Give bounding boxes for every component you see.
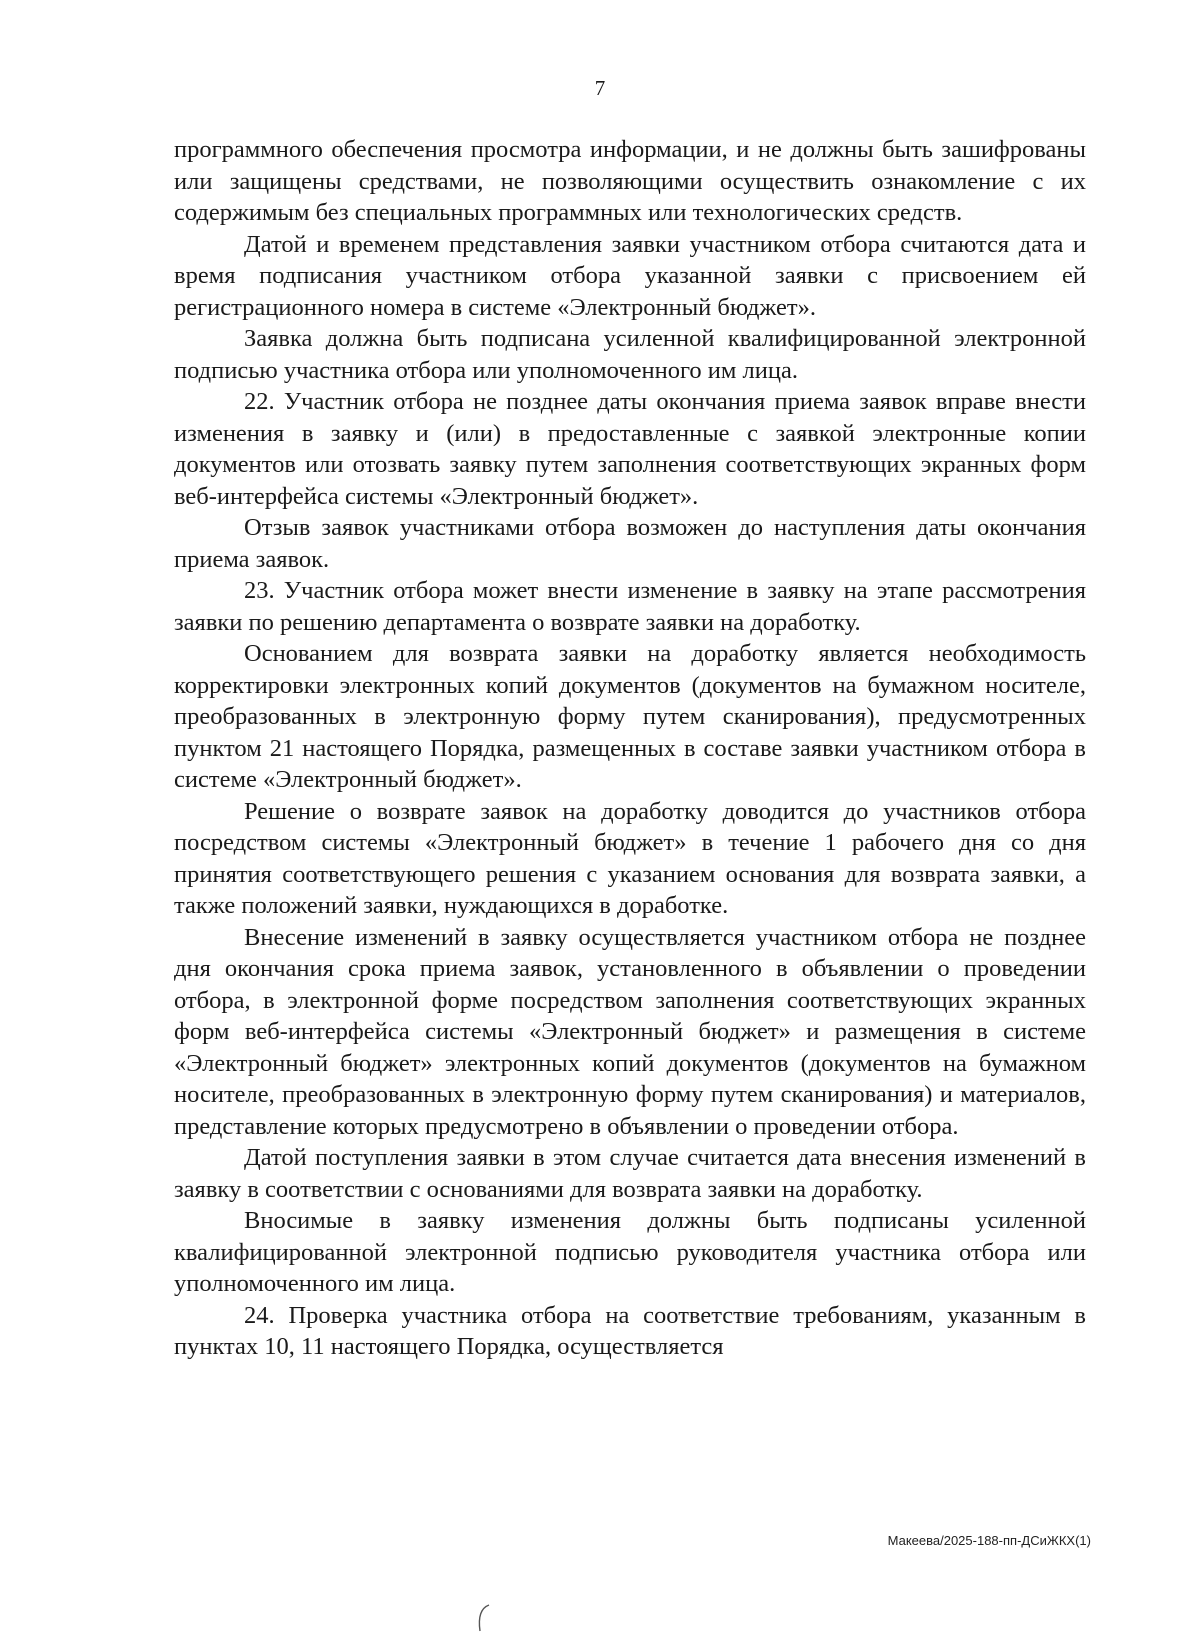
page-number: 7 [594, 76, 606, 100]
paragraph: Заявка должна быть подписана усиленной квалифицированной электронной подписью участника отбора или уполномоченного им лица. [174, 325, 1086, 384]
document-code: Макеева/2025-188-пп-ДСиЖКХ(1) [887, 1533, 1091, 1548]
paragraph-continuation: программного обеспечения просмотра информации, и не должны быть зашифрованы или защищены средствами, не позволяющими осуществить ознакомление с их содержимым без специальных программных или технологических средств. [174, 136, 1086, 226]
paragraph-clause-23: 23. Участник отбора может внести изменение в заявку на этапе рассмотрения заявки по решению департамента о возврате заявки на доработку. [174, 577, 1086, 636]
paragraph: Основанием для возврата заявки на доработку является необходимость корректировки электронных копий документов (документов на бумажном носителе, преобразованных в электронную форму путем сканирования), предусмотренных пунктом 21 настоящего Порядка, размещенных в составе заявки участником отбора в системе «Электронный бюджет». [174, 640, 1086, 793]
paragraph: Вносимые в заявку изменения должны быть подписаны усиленной квалифицированной электронной подписью руководителя участника отбора или уполномоченного им лица. [174, 1207, 1086, 1297]
paragraph-clause-24: 24. Проверка участника отбора на соответствие требованиям, указанным в пунктах 10, 11 настоящего Порядка, осуществляется [174, 1301, 1086, 1360]
paragraph: Отзыв заявок участниками отбора возможен до наступления даты окончания приема заявок. [174, 514, 1086, 573]
paragraph-clause-22: 22. Участник отбора не позднее даты окончания приема заявок вправе внести изменения в заявку и (или) в предоставленные с заявкой электронные копии документов или отозвать заявку путем заполнения соответствующих экранных форм веб-интерфейса системы «Электронный бюджет». [174, 388, 1086, 510]
paragraph: Датой поступления заявки в этом случае считается дата внесения изменений в заявку в соответствии с основаниями для возврата заявки на доработку. [174, 1144, 1086, 1203]
scan-artifact-mark [474, 1603, 494, 1633]
document-body [174, 134, 1086, 1363]
paragraph: Решение о возврате заявок на доработку доводится до участников отбора посредством системы «Электронный бюджет» в течение 1 рабочего дня со дня принятия соответствующего решения с указанием основания для возврата заявки, а также положений заявки, нуждающихся в доработке. [174, 797, 1086, 919]
paragraph: Внесение изменений в заявку осуществляется участником отбора не позднее дня окончания срока приема заявок, установленного в объявлении о проведении отбора, в электронной форме посредством заполнения соответствующих экранных форм веб-интерфейса системы «Электронный бюджет» и размещения в системе «Электронный бюджет» электронных копий документов (документов на бумажном носителе, преобразованных в электронную форму путем сканирования) и материалов, представление которых предусмотрено в объявлении о проведении отбора. [174, 923, 1086, 1140]
paragraph: Датой и временем представления заявки участником отбора считаются дата и время подписания участником отбора указанной заявки с присвоением ей регистрационного номера в системе «Электронный бюджет». [174, 230, 1086, 321]
